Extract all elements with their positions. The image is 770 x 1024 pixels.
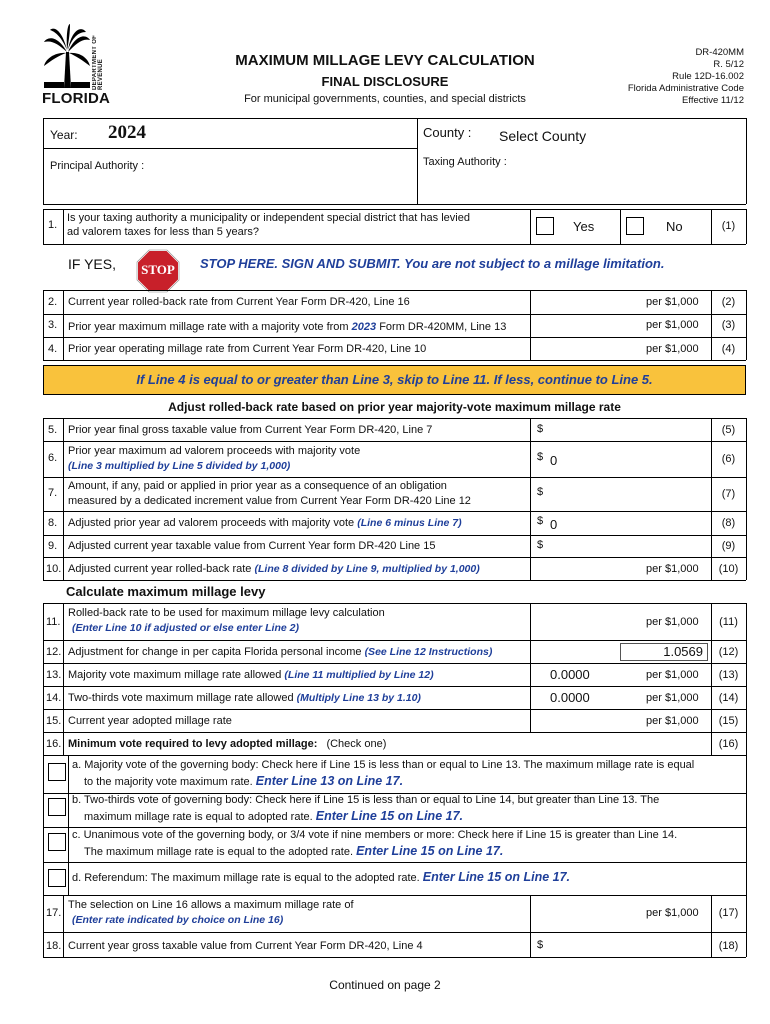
line-13-note: (Line 11 multiplied by Line 12) — [284, 669, 434, 681]
line-17-ref: (17) — [718, 907, 739, 919]
skip-banner — [43, 365, 746, 395]
line-5-ref: (5) — [721, 424, 736, 436]
line-18-dollar: $ — [537, 939, 544, 951]
logo-text: FLORIDA — [42, 90, 111, 107]
line-10-text-a: Adjusted current year rolled-back rate — [68, 563, 252, 575]
form-meta — [590, 47, 744, 107]
seal-text: DEPARTMENT OF REVENUE — [92, 34, 104, 90]
line-11-text — [68, 606, 385, 636]
year-label: Year: — [50, 128, 78, 142]
line-14-text-a: Two-thirds vote maximum millage rate allowed — [68, 692, 294, 704]
line-18-number: 18. — [46, 940, 62, 952]
option-d-checkbox[interactable] — [48, 869, 66, 887]
line-10-text — [68, 563, 480, 575]
line-8-text-a: Adjusted prior year ad valorem proceeds with majority vote — [68, 517, 355, 529]
line-6-ref: (6) — [721, 453, 736, 465]
line-17-per: per $1,000 — [646, 907, 699, 919]
form-subtitle: FINAL DISCLOSURE — [321, 74, 449, 89]
option-a-line2: to the majority vote maximum rate. — [84, 776, 253, 788]
option-a-enter: Enter Line 13 on Line 17. — [255, 774, 404, 788]
line-8-dollar: $ — [537, 515, 544, 527]
line-4-ref: (4) — [721, 343, 736, 355]
option-b-line2: maximum millage rate is equal to adopted rate. — [84, 811, 313, 823]
yes-label: Yes — [573, 219, 595, 234]
line-4-number: 4. — [48, 343, 58, 355]
line-16-number: 16. — [46, 738, 62, 750]
line-6-text — [68, 444, 360, 474]
form-code: Florida Administrative Code — [627, 83, 744, 94]
line-2-text: Current year rolled-back rate from Current Year Form DR-420, Line 16 — [68, 296, 410, 308]
line-3-per: per $1,000 — [646, 319, 699, 331]
continued-footer: Continued on page 2 — [329, 978, 441, 992]
line-12-number: 12. — [46, 646, 62, 658]
county-select[interactable]: Select County — [499, 128, 587, 144]
if-yes-label: IF YES, — [68, 256, 116, 272]
option-c-text — [72, 827, 744, 860]
line-18-text: Current year gross taxable value from Current Year Form DR-420, Line 4 — [68, 940, 423, 952]
line-7-ref: (7) — [721, 488, 736, 500]
form-rule: Rule 12D-16.002 — [672, 71, 744, 82]
florida-logo — [40, 22, 110, 106]
option-a-line2-wrap — [72, 773, 744, 790]
option-d-enter: Enter Line 15 on Line 17. — [422, 870, 571, 884]
line-6-dollar: $ — [537, 451, 544, 463]
taxing-authority-label: Taxing Authority : — [423, 156, 507, 168]
principal-authority-label: Principal Authority : — [50, 160, 145, 172]
option-c-line1: c. Unanimous vote of the governing body, or 3/4 vote if nine members or more: Check here if Line 15 is greater than Line 14. — [72, 829, 678, 841]
line-11-text-a: Rolled-back rate to be used for maximum millage levy calculation — [68, 607, 385, 619]
line-8-number: 8. — [48, 517, 58, 529]
line-8-text — [68, 517, 462, 529]
line-5-dollar: $ — [537, 423, 544, 435]
line-5-text: Prior year final gross taxable value from Current Year Form DR-420, Line 7 — [68, 424, 433, 436]
line-6-text-a: Prior year maximum ad valorem proceeds with majority vote — [68, 445, 361, 457]
line-7-dollar: $ — [537, 486, 544, 498]
option-a-checkbox[interactable] — [48, 763, 66, 781]
form-effective: Effective 11/12 — [682, 95, 744, 106]
line-7-number: 7. — [48, 487, 58, 499]
line-17-note: (Enter rate indicated by choice on Line 16) — [72, 914, 284, 926]
line-3-ref: (3) — [721, 319, 736, 331]
line-6-value[interactable]: 0 — [550, 453, 558, 468]
line-13-text — [68, 669, 434, 681]
line-13-text-a: Majority vote maximum millage rate allowed — [68, 669, 282, 681]
line-17-text — [68, 898, 354, 928]
county-label: County : — [423, 125, 472, 140]
line-12-note: (See Line 12 Instructions) — [364, 646, 493, 658]
line-1-ref: (1) — [721, 220, 736, 232]
line-8-value[interactable]: 0 — [550, 517, 558, 532]
line-1-text-a: Is your taxing authority a municipality or independent special district that has levied — [67, 212, 470, 224]
line-11-number: 11. — [46, 616, 61, 628]
no-checkbox[interactable] — [626, 217, 644, 235]
line-18-ref: (18) — [718, 940, 739, 952]
line-11-ref: (11) — [719, 616, 738, 628]
line-9-text: Adjusted current year taxable value from Current Year form DR-420 Line 15 — [68, 540, 436, 552]
yes-checkbox[interactable] — [536, 217, 554, 235]
option-b-enter: Enter Line 15 on Line 17. — [315, 809, 463, 823]
line-10-ref: (10) — [718, 563, 739, 575]
line-4-per: per $1,000 — [646, 343, 699, 355]
line-3-year: 2023 — [351, 321, 377, 333]
line-3-text-post: Form DR-420MM, Line 13 — [379, 321, 507, 333]
line-15-per: per $1,000 — [646, 715, 699, 727]
form-id: DR-420MM — [695, 47, 744, 58]
stop-message: STOP HERE. SIGN AND SUBMIT. You are not subject to a millage limitation. — [200, 256, 665, 271]
option-b-line1: b. Two-thirds vote of governing body: Check here if Line 15 is less than or equal to Line 14, but greater than Line 13. The — [72, 794, 660, 806]
line-10-note: (Line 8 divided by Line 9, multiplied by 1,000) — [254, 563, 480, 575]
line-15-ref: (15) — [718, 715, 739, 727]
line-6-note: (Line 3 multiplied by Line 5 divided by 1,000) — [68, 460, 291, 472]
line-7-text — [68, 479, 471, 509]
option-c-checkbox[interactable] — [48, 833, 66, 851]
line-9-ref: (9) — [721, 540, 736, 552]
line-14-note: (Multiply Line 13 by 1.10) — [296, 692, 421, 704]
line-12-ref: (12) — [718, 646, 739, 658]
line-13-ref: (13) — [718, 669, 739, 681]
line-16-text-a: Minimum vote required to levy adopted millage: — [68, 738, 318, 750]
line-1-text-b: ad valorem taxes for less than 5 years? — [67, 226, 259, 238]
line-15-number: 15. — [46, 715, 62, 727]
line-9-number: 9. — [48, 540, 58, 552]
line-7-text-b: measured by a dedicated increment value from Current Year Form DR-420 Line 12 — [68, 495, 471, 507]
line-9-dollar: $ — [537, 539, 544, 551]
line-10-number: 10. — [46, 563, 62, 575]
skip-banner-text: If Line 4 is equal to or greater than Line 3, skip to Line 11. If less, continue to Line 5. — [136, 372, 653, 387]
form-description: For municipal governments, counties, and special districts — [244, 93, 526, 105]
line-17-number: 17. — [46, 907, 62, 919]
year-field[interactable]: 2024 — [108, 122, 146, 143]
form-revision: R. 5/12 — [713, 59, 744, 70]
no-label: No — [666, 219, 683, 234]
line-7-text-a: Amount, if any, paid or applied in prior year as a consequence of an obligation — [68, 480, 447, 492]
line-3-text — [68, 321, 506, 333]
section-adjust-heading: Adjust rolled-back rate based on prior year majority-vote maximum millage rate — [168, 400, 621, 414]
line-11-note: (Enter Line 10 if adjusted or else enter Line 2) — [72, 622, 299, 634]
line-14-text — [68, 692, 421, 704]
line-12-value[interactable]: 1.0569 — [620, 643, 708, 661]
line-12-text — [68, 646, 492, 658]
line-12-text-a: Adjustment for change in per capita Florida personal income — [68, 646, 362, 658]
line-8-ref: (8) — [721, 517, 736, 529]
section-calculate-heading: Calculate maximum millage levy — [66, 584, 266, 599]
option-a-text — [72, 757, 744, 790]
line-15-text: Current year adopted millage rate — [68, 715, 232, 727]
line-3-number: 3. — [48, 319, 58, 331]
line-16-ref: (16) — [718, 738, 739, 750]
line-13-per: per $1,000 — [646, 669, 699, 681]
line-13-value[interactable]: 0.0000 — [550, 667, 590, 682]
line-14-ref: (14) — [718, 692, 739, 704]
line-14-number: 14. — [46, 692, 62, 704]
line-1-number: 1. — [48, 219, 58, 231]
line-17-text-a: The selection on Line 16 allows a maximum millage rate of — [68, 899, 354, 911]
option-d-line1: d. Referendum: The maximum millage rate is equal to the adopted rate. — [72, 872, 420, 884]
line-4-text: Prior year operating millage rate from Current Year Form DR-420, Line 10 — [68, 343, 427, 355]
line-2-per: per $1,000 — [646, 296, 699, 308]
line-3-text-pre: Prior year maximum millage rate with a majority vote from — [68, 321, 349, 333]
line-11-per: per $1,000 — [646, 616, 699, 628]
option-b-checkbox[interactable] — [48, 798, 66, 816]
option-b-text — [72, 792, 744, 825]
option-c-line2: The maximum millage rate is equal to the adopted rate. — [84, 846, 354, 858]
line-8-note: (Line 6 minus Line 7) — [357, 517, 462, 529]
option-c-enter: Enter Line 15 on Line 17. — [356, 844, 504, 858]
line-14-per: per $1,000 — [646, 692, 699, 704]
option-c-line2-wrap — [72, 843, 744, 860]
line-10-per: per $1,000 — [646, 563, 699, 575]
line-1-text — [67, 211, 470, 239]
line-6-number: 6. — [48, 452, 58, 464]
stop-sign-text: STOP — [141, 262, 175, 277]
form-title: MAXIMUM MILLAGE LEVY CALCULATION — [235, 52, 535, 69]
line-16-check: (Check one) — [326, 738, 387, 750]
line-13-number: 13. — [46, 669, 62, 681]
line-2-number: 2. — [48, 296, 58, 308]
option-b-line2-wrap — [72, 808, 744, 825]
line-5-number: 5. — [48, 424, 58, 436]
line-14-value[interactable]: 0.0000 — [550, 690, 590, 705]
option-d-text — [72, 870, 744, 884]
option-a-line1: a. Majority vote of the governing body: Check here if Line 15 is less than or equal to Line 13. The maximum millage rate is equal — [72, 759, 695, 771]
line-16-text — [68, 738, 386, 750]
line-2-ref: (2) — [721, 296, 736, 308]
stop-sign-icon — [136, 249, 180, 293]
